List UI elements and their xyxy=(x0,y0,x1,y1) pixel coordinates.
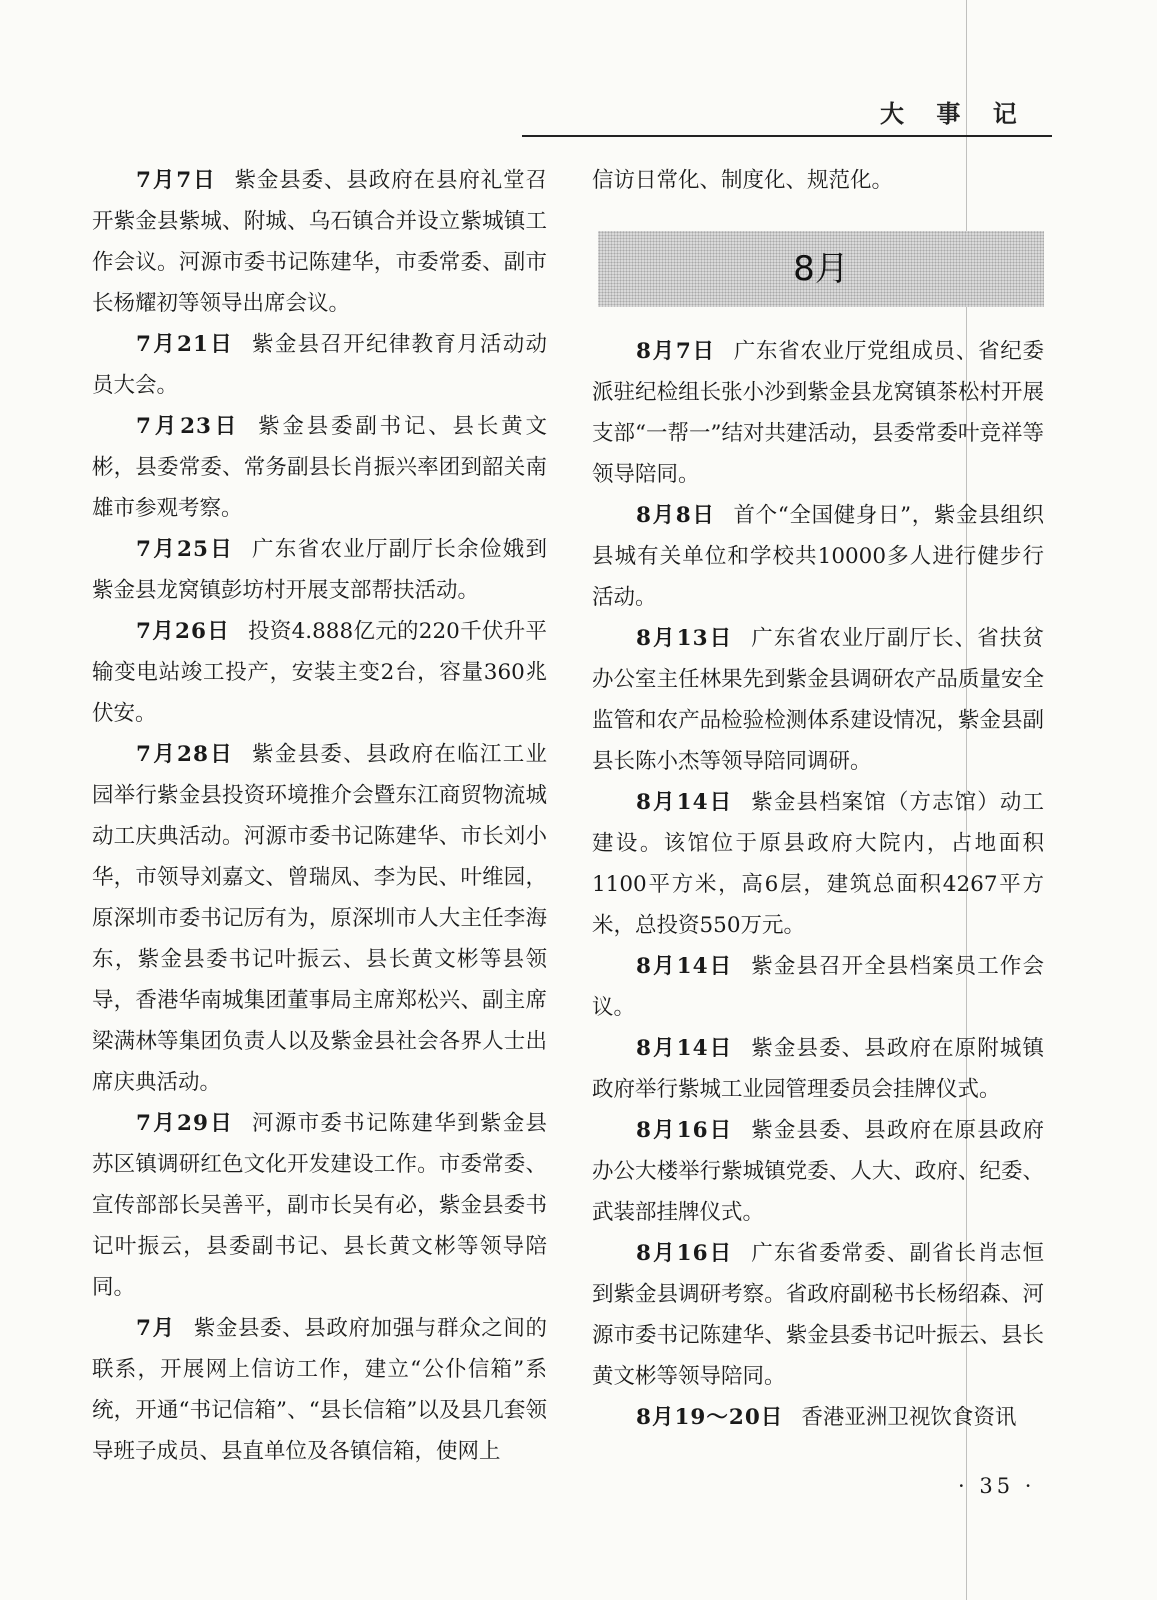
entry-8 xyxy=(592,331,1044,495)
entry-text: 紫金县委、县政府在原县政府办公大楼举行紫城镇党委、人大、政府、纪委、武装部挂牌仪式。 xyxy=(592,1118,1044,1225)
entry-text: 投资4.888亿元的220千伏升平输变电站竣工投产，安装主变2台，容量360兆伏安。 xyxy=(92,619,547,726)
entry-date: 7月23日 xyxy=(136,414,241,439)
entry-text: 紫金县委、县政府在临江工业园举行紫金县投资环境推介会暨东江商贸物流城动工庆典活动。河源市委书记陈建华、市长刘小华，市领导刘嘉文、曾瑞凤、李为民、叶维园，原深圳市委书记厉有为，原深圳市人大主任李海东，紫金县委书记叶振云、县长黄文彬等县领导，香港华南城集团董事局主席郑松兴、副主席梁满林等集团负责人以及紫金县社会各界人士出席庆典活动。 xyxy=(92,742,547,1095)
entry-text: 紫金县委副书记、县长黄文彬，县委常委、常务副县长肖振兴率团到韶关南雄市参观考察。 xyxy=(92,414,547,521)
entry-text: 紫金县召开全县档案员工作会议。 xyxy=(592,954,1044,1020)
entry-14 xyxy=(592,1110,1044,1233)
entry-5 xyxy=(92,734,547,1103)
entry-date: 8月16日 xyxy=(636,1241,734,1266)
entry-text: 广东省农业厅党组成员、省纪委派驻纪检组长张小沙到紫金县龙窝镇茶松村开展支部“一帮一”结对共建活动，县委常委叶竞祥等领导陪同。 xyxy=(592,339,1044,487)
entry-9 xyxy=(592,495,1044,618)
entry-12 xyxy=(592,946,1044,1028)
section-title: 大 事 记 xyxy=(880,100,1029,128)
entry-text: 广东省农业厅副厅长、省扶贫办公室主任林果先到紫金县调研农产品质量安全监管和农产品检验检测体系建设情况，紫金县副县长陈小杰等领导陪同调研。 xyxy=(592,626,1044,774)
left-column xyxy=(92,160,547,1472)
page-number: · 35 · xyxy=(958,1474,1036,1498)
entry-text: 紫金县委、县政府在原附城镇政府举行紫城工业园管理委员会挂牌仪式。 xyxy=(592,1036,1044,1102)
entry-date: 7月 xyxy=(136,1316,176,1341)
entry-text: 香港亚洲卫视饮食资讯 xyxy=(801,1405,1017,1430)
entry-16 xyxy=(592,1397,1044,1438)
entry-6 xyxy=(92,1103,547,1308)
entry-date: 7月25日 xyxy=(136,537,235,562)
entry-date: 8月14日 xyxy=(636,954,734,979)
entry-10 xyxy=(592,618,1044,782)
entry-date: 8月7日 xyxy=(636,339,716,364)
entry-7 xyxy=(92,1308,547,1472)
month-heading: 8月 xyxy=(793,248,849,289)
entry-3 xyxy=(92,529,547,611)
right-column xyxy=(592,160,1044,1438)
entry-0 xyxy=(92,160,547,324)
entry-date: 8月16日 xyxy=(636,1118,734,1143)
entry-text: 紫金县档案馆（方志馆）动工建设。该馆位于原县政府大院内，占地面积1100平方米，高6层，建筑总面积4267平方米，总投资550万元。 xyxy=(592,790,1044,938)
entry-13 xyxy=(592,1028,1044,1110)
entry-15 xyxy=(592,1233,1044,1397)
entry-date: 8月13日 xyxy=(636,626,734,651)
continued-text: 信访日常化、制度化、规范化。 xyxy=(592,168,894,193)
entry-text: 河源市委书记陈建华到紫金县苏区镇调研红色文化开发建设工作。市委常委、宣传部部长吴善平，副市长吴有必，紫金县委书记叶振云，县委副书记、县长黄文彬等领导陪同。 xyxy=(92,1111,547,1300)
entry-date: 8月14日 xyxy=(636,790,734,815)
entry-date: 7月7日 xyxy=(136,168,217,193)
entry-date: 7月28日 xyxy=(136,742,235,767)
entry-text: 紫金县委、县政府加强与群众之间的联系，开展网上信访工作，建立“公仆信箱”系统，开通“书记信箱”、“县长信箱”以及县几套领导班子成员、县直单位及各镇信箱，使网上 xyxy=(92,1316,547,1464)
entry-text: 首个“全国健身日”，紫金县组织县城有关单位和学校共10000多人进行健步行活动。 xyxy=(592,503,1045,610)
entry-date: 7月21日 xyxy=(136,332,235,357)
entry-text: 广东省委常委、副省长肖志恒到紫金县调研考察。省政府副秘书长杨绍森、河源市委书记陈建华、紫金县委书记叶振云、县长黄文彬等领导陪同。 xyxy=(592,1241,1044,1389)
entry-date: 8月14日 xyxy=(636,1036,734,1061)
entry-4 xyxy=(92,611,547,734)
header-rule xyxy=(522,135,1052,137)
entry-1 xyxy=(92,324,547,406)
entry-date: 8月19～20日 xyxy=(636,1405,784,1430)
entry-text: 广东省农业厅副厅长余俭娥到紫金县龙窝镇彭坊村开展支部帮扶活动。 xyxy=(92,537,547,603)
entry-2 xyxy=(92,406,547,529)
entry-text: 紫金县委、县政府在县府礼堂召开紫金县紫城、附城、乌石镇合并设立紫城镇工作会议。河源市委书记陈建华，市委常委、副市长杨耀初等领导出席会议。 xyxy=(92,168,547,316)
entry-text: 紫金县召开纪律教育月活动动员大会。 xyxy=(92,332,547,398)
entry-date: 7月26日 xyxy=(136,619,231,644)
entry-11 xyxy=(592,782,1044,946)
month-heading-box xyxy=(598,231,1044,307)
entry-date: 8月8日 xyxy=(636,503,716,528)
entry-date: 7月29日 xyxy=(136,1111,235,1136)
